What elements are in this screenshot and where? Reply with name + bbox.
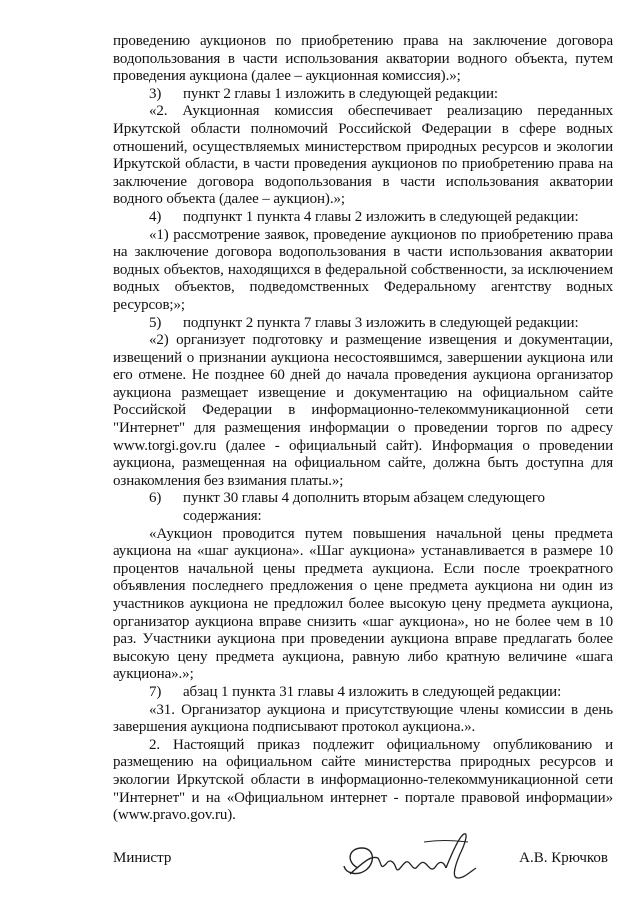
item-number: 4) <box>149 208 162 225</box>
paragraph: «1) рассмотрение заявок, проведение аукционов по приобретению права на заключение договора водопользования в части использования акватории водных объектов, находящихся в федеральной собственности, за исключением водных объектов, подведомственных Федеральному агентству водных ресурсов;»; <box>113 226 613 313</box>
signatory-name: А.В. Крючков <box>519 850 608 866</box>
item-text: абзац 1 пункта 31 главы 4 изложить в следующей редакции: <box>183 683 562 700</box>
list-item <box>113 684 613 702</box>
item-number: 5) <box>149 314 162 331</box>
item-number: 3) <box>149 85 162 102</box>
paragraph: «Аукцион проводится путем повышения начальной цены предмета аукциона на «шаг аукциона». «Шаг аукциона» устанавливается в размере 10 процентов начальной цены предмета аукциона. Если после троекратного объявления последнего предложения о цене предмета аукциона ни один из участников аукциона не предложил более высокую цену предмета аукциона, организатор аукциона вправе снизить «шаг аукциона», но не более чем в 10 раз. Участники аукциона при проведении аукциона вправе предлагать более высокую цену предмета аукциона, равную либо кратную величине «шага аукциона».»; <box>113 525 613 683</box>
handwritten-signature <box>328 828 488 890</box>
item-number: 7) <box>149 683 162 700</box>
paragraph: «2) организует подготовку и размещение извещения и документации, извещений о признании аукциона несостоявшимся, завершении аукциона или его отмене. Не позднее 60 дней до начала проведения аукциона организатор аукциона размещает извещение и документацию на официальном сайте Российской Федерации в информационно-телекоммуникационной сети "Интернет" для размещения информации о проведении торгов по адресу www.torgi.gov.ru (далее - официальный сайт). Информация о проведении аукциона, размещенная на официальном сайте, должна быть доступна для ознакомления без взимания платы.»; <box>113 332 613 489</box>
paragraph: проведению аукционов по приобретению права на заключение договора водопользования в части использования акватории водного объекта, путем проведения аукциона (далее – аукционная комиссия).»; <box>113 33 613 85</box>
document-body <box>113 33 613 825</box>
paragraph: «31. Организатор аукциона и присутствующие члены комиссии в день завершения аукциона подписывают протокол аукциона.». <box>113 701 613 736</box>
item-text: пункт 2 главы 1 изложить в следующей редакции: <box>183 85 498 102</box>
paragraph: 2. Настоящий приказ подлежит официальному опубликованию и размещению на официальном сайте министерства природных ресурсов и экологии Иркутской области в информационно-телекоммуникационной сети "Интернет" и на «Официальном интернет - портале правовой информации» (www.pravo.gov.ru). <box>113 736 613 824</box>
item-text: пункт 30 главы 4 дополнить вторым абзацем следующего содержания: <box>183 490 545 525</box>
item-text: подпункт 2 пункта 7 главы 3 изложить в следующей редакции: <box>183 314 579 331</box>
item-text: подпункт 1 пункта 4 главы 2 изложить в следующей редакции: <box>183 208 579 225</box>
list-item <box>113 315 613 333</box>
signatory-title: Министр <box>113 850 172 866</box>
list-item <box>113 490 613 525</box>
item-number: 6) <box>149 490 162 507</box>
signature-block <box>113 850 613 890</box>
list-item <box>113 209 613 227</box>
paragraph: «2. Аукционная комиссия обеспечивает реализацию переданных Иркутской области полномочий Российской Федерации в сфере водных отношений, осуществляемых министерством природных ресурсов и экологии Иркутской области, в части проведения аукционов по приобретению права на заключение договора водопользования в части использования акватории водного объекта (далее – аукцион).»; <box>113 103 613 208</box>
list-item <box>113 86 613 104</box>
